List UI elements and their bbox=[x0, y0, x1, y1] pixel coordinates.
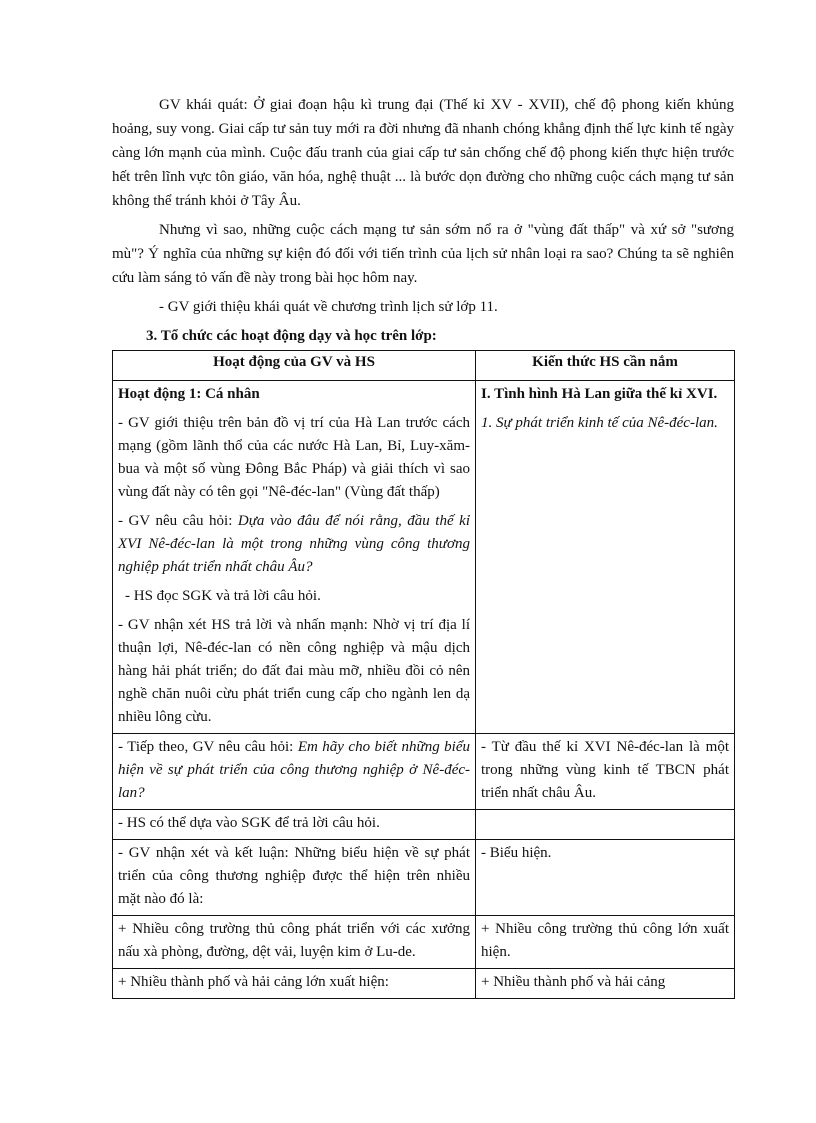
question-lead: - Tiếp theo, GV nêu câu hỏi: bbox=[118, 739, 298, 755]
table-row bbox=[113, 840, 735, 916]
activity-cell bbox=[113, 916, 476, 969]
knowledge-text bbox=[476, 810, 734, 816]
knowledge-text: + Nhiều thành phố và hải cảng bbox=[481, 974, 666, 990]
activity-title: Hoạt động 1: Cá nhân bbox=[118, 386, 260, 402]
question-text: Dựa vào đâu để nói rằng, đầu thế kỉ XVI Nê-đéc-lan là một trong những vùng công thương nghiệp phát triển nhất châu Âu? bbox=[118, 513, 471, 575]
header-teacher-student-activities: Hoạt động của GV và HS bbox=[113, 351, 476, 381]
document-page bbox=[112, 93, 734, 999]
table-row bbox=[113, 381, 735, 734]
activity-question bbox=[113, 508, 475, 583]
knowledge-cell bbox=[476, 969, 735, 999]
activity-text: - HS có thể dựa vào SGK để trả lời câu hỏi. bbox=[118, 815, 380, 831]
intro-paragraph-2: Nhưng vì sao, những cuộc cách mạng tư sản sớm nổ ra ở "vùng đất thấp" và xứ sở "sương mù"? Ý nghĩa của những sự kiện đó đối với tiến trình của lịch sử nhân loại ra sao? Chúng ta sẽ nghiên cứu làm sáng tỏ vấn đề này trong bài học hôm nay. bbox=[112, 222, 734, 286]
activity-cell bbox=[113, 734, 476, 810]
knowledge-cell bbox=[476, 840, 735, 916]
knowledge-text: - Biểu hiện. bbox=[481, 845, 552, 861]
activity-text: + Nhiều công trường thủ công phát triển với các xưởng nấu xà phòng, đường, dệt vải, luyện kim ở Lu-de. bbox=[118, 921, 470, 960]
header-required-knowledge: Kiến thức HS cần nắm bbox=[476, 351, 735, 381]
activity-text: - GV nhận xét HS trả lời và nhấn mạnh: Nhờ vị trí địa lí thuận lợi, Nê-đéc-lan có nền công nghiệp và mậu dịch hàng hải phát triển; do đất đai màu mỡ, nhiều đồi cỏ nên nghề chăn nuôi cừu phát triển cung cấp cho ngành len dạ nhiều lông cừu. bbox=[118, 617, 470, 725]
knowledge-text: - Từ đầu thế kỉ XVI Nê-đéc-lan là một trong những vùng kinh tế TBCN phát triển nhất châu Âu. bbox=[481, 739, 729, 801]
table-row bbox=[113, 734, 735, 810]
intro-paragraph-3: - GV giới thiệu khái quát về chương trình lịch sử lớp 11. bbox=[159, 299, 498, 315]
knowledge-subtitle bbox=[476, 410, 734, 439]
activity-cell bbox=[113, 810, 476, 840]
knowledge-subtitle-text: 1. Sự phát triển kinh tế của Nê-đéc-lan. bbox=[481, 415, 718, 431]
intro-paragraph-1: GV khái quát: Ở giai đoạn hậu kì trung đại (Thế kỉ XV - XVII), chế độ phong kiến khủng hoảng, suy vong. Giai cấp tư sản tuy mới ra đời nhưng đã nhanh chóng khẳng định thế lực kinh tế ngày càng lớn mạnh của mình. Cuộc đấu tranh của giai cấp tư sản chống chế độ phong kiến thực hiện trước hết trên lĩnh vực tôn giáo, văn hóa, nghệ thuật ... là bước dọn đường cho những cuộc cách mạng tư sản không thể tránh khỏi ở Tây Âu. bbox=[112, 97, 734, 209]
activity-text: - GV nhận xét và kết luận: Những biểu hiện về sự phát triển của công thương nghiệp được thể hiện trên nhiều mặt nào đó là: bbox=[118, 845, 470, 907]
activity-text: - GV giới thiệu trên bản đồ vị trí của Hà Lan trước cách mạng (gồm lãnh thổ của các nước Hà Lan, Bỉ, Luy-xăm-bua và một số vùng Đông Bắc Pháp) và giải thích vì sao vùng đất này có tên gọi "Nê-đéc-lan" (Vùng đất thấp) bbox=[118, 415, 470, 500]
knowledge-title: I. Tình hình Hà Lan giữa thế kỉ XVI. bbox=[481, 386, 718, 402]
activity-cell bbox=[113, 840, 476, 916]
knowledge-cell bbox=[476, 916, 735, 969]
knowledge-cell bbox=[476, 810, 735, 840]
activity-text: + Nhiều thành phố và hải cảng lớn xuất hiện: bbox=[118, 974, 389, 990]
table-row bbox=[113, 969, 735, 999]
table-header-row bbox=[113, 351, 735, 381]
table-row bbox=[113, 916, 735, 969]
table-row bbox=[113, 810, 735, 840]
activity-cell bbox=[113, 381, 476, 734]
knowledge-text: + Nhiều công trường thủ công lớn xuất hiện. bbox=[481, 921, 729, 960]
activity-cell bbox=[113, 969, 476, 999]
activity-text: - HS đọc SGK và trả lời câu hỏi. bbox=[125, 588, 321, 604]
question-text: Em hãy cho biết những biểu hiện về sự phát triển của công thương nghiệp ở Nê-đéc-lan? bbox=[118, 739, 471, 801]
lesson-table bbox=[112, 350, 735, 999]
activity-question bbox=[113, 734, 475, 809]
knowledge-cell bbox=[476, 734, 735, 810]
section-heading: 3. Tổ chức các hoạt động dạy và học trên lớp: bbox=[146, 328, 437, 344]
question-lead: - GV nêu câu hỏi: bbox=[118, 513, 238, 529]
knowledge-cell bbox=[476, 381, 735, 734]
